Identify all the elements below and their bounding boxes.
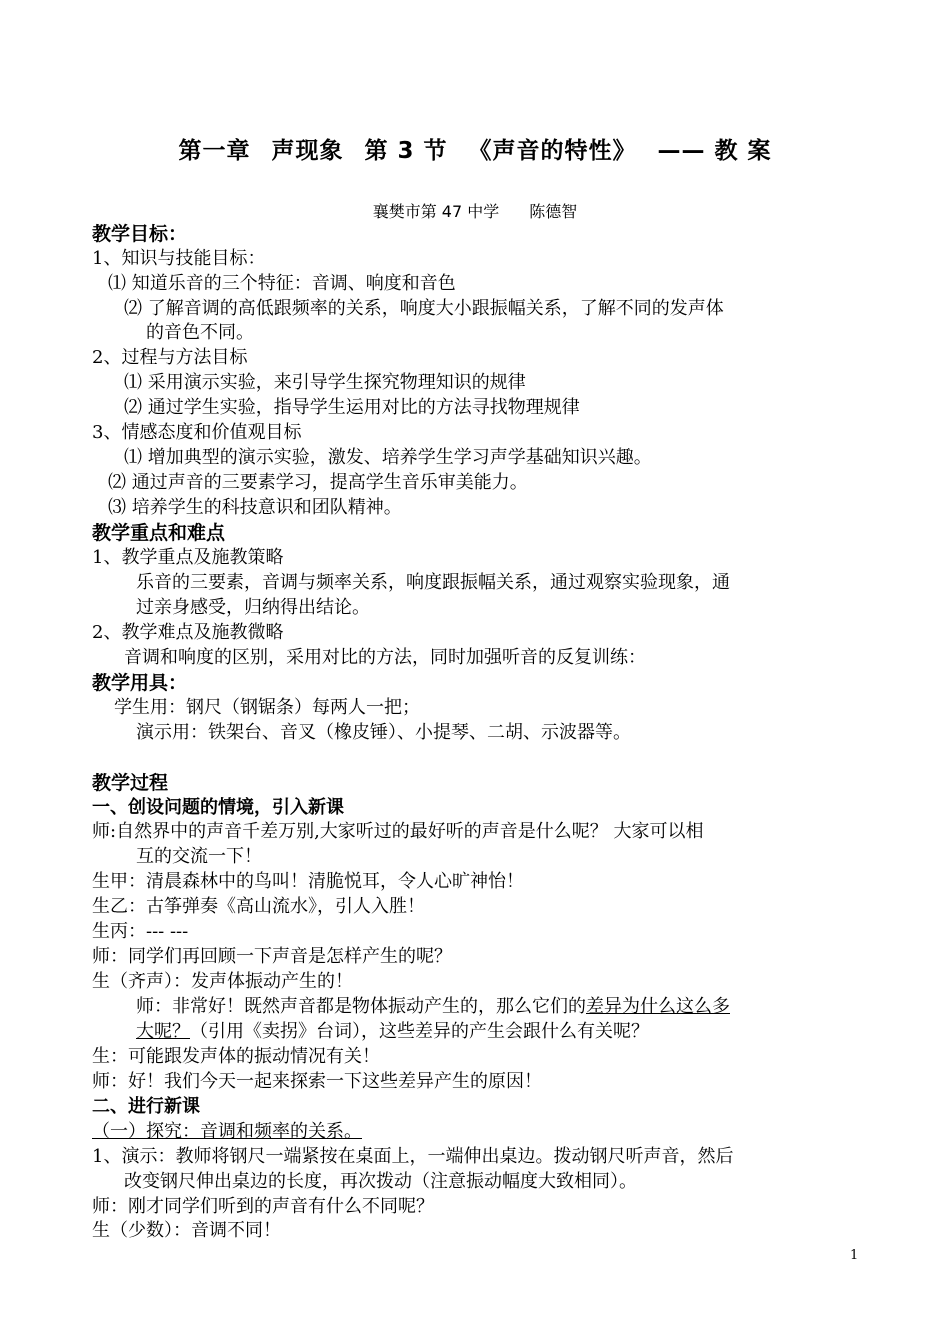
- document-title: [0, 132, 950, 165]
- demo-line-1: 1、演示：教师将钢尺一端紧按在桌面上，一端伸出桌边。拨动钢尺听声音，然后: [92, 1146, 734, 1167]
- author-school: 襄樊市第 47 中学: [372, 202, 500, 221]
- title-chapter: 第一章: [178, 138, 251, 164]
- goal-1b: ⑵ 了解音调的高低跟频率的关系，响度大小跟振幅关系，了解不同的发声体: [124, 298, 724, 319]
- key-2a: 音调和响度的区别，采用对比的方法，同时加强听音的反复训练：: [124, 647, 646, 668]
- teacher-line-3-underlined-cont: 大呢？: [136, 1021, 190, 1042]
- heading-goals: 教学目标：: [92, 223, 188, 245]
- student-b-line: 生乙：古筝弹奏《高山流水》，引人入胜！: [92, 896, 425, 917]
- teacher-line-2: 师：同学们再回顾一下声音是怎样产生的呢？: [92, 946, 452, 967]
- teacher-line-1: 师:自然界中的声音千差万别,大家听过的最好听的声音是什么呢？ 大家可以相: [92, 821, 704, 842]
- title-lesson: 《声音的特性》: [468, 138, 637, 164]
- title-topic: 声现象: [271, 138, 344, 164]
- process-part-1: 一、创设问题的情境，引入新课: [92, 797, 344, 818]
- student-line-5: 生：可能跟发声体的振动情况有关！: [92, 1046, 380, 1067]
- key-1: 1、教学重点及施教策略: [92, 547, 284, 568]
- heading-tools: 教学用具：: [92, 672, 188, 694]
- author-name: 陈德智: [529, 202, 578, 221]
- title-suffix: —— 教 案: [657, 138, 772, 164]
- inquiry-heading: （一）探究：音调和频率的关系。: [92, 1121, 362, 1142]
- goal-1b-cont: 的音色不同。: [146, 322, 254, 343]
- key-1a: 乐音的三要素，音调与频率关系，响度跟振幅关系，通过观察实验现象，通: [136, 572, 730, 593]
- student-a-line: 生甲：清晨森林中的鸟叫！清脆悦耳，令人心旷神怡！: [92, 871, 524, 892]
- page-number: 1: [850, 1248, 859, 1263]
- teacher-line-3-text: 师：非常好！既然声音都是物体振动产生的，那么它们的: [136, 996, 586, 1017]
- teacher-line-3-tail: （引用《卖拐》台词），这些差异的产生会跟什么有关呢？: [190, 1021, 649, 1042]
- demo-line-1-cont: 改变钢尺伸出桌边的长度，再次拨动（注意振动幅度大致相同）。: [124, 1171, 637, 1192]
- students-chorus-line: 生（齐声）：发声体振动产生的！: [92, 971, 353, 992]
- key-1b: 过亲身感受，归纳得出结论。: [136, 597, 370, 618]
- goal-3b: ⑵ 通过声音的三要素学习，提高学生音乐审美能力。: [108, 472, 528, 493]
- process-part-2: 二、进行新课: [92, 1096, 200, 1117]
- goal-3a: ⑴ 增加典型的演示实验，激发、培养学生学习声学基础知识兴趣。: [124, 447, 652, 468]
- goal-3: 3、情感态度和价值观目标: [92, 422, 302, 443]
- goal-1: 1、知识与技能目标：: [92, 248, 266, 269]
- goal-3c: ⑶ 培养学生的科技意识和团队精神。: [108, 497, 402, 518]
- tools-demo: 演示用：铁架台、音叉（橡皮锤）、小提琴、二胡、示波器等。: [136, 722, 631, 743]
- student-c-line: 生丙：--- ---: [92, 921, 189, 942]
- heading-key-points: 教学重点和难点: [92, 522, 226, 544]
- teacher-line-3-cont: [136, 1020, 649, 1044]
- teacher-line-3-underlined: 差异为什么这么多: [586, 996, 730, 1017]
- goal-2a: ⑴ 采用演示实验，来引导学生探究物理知识的规律: [124, 372, 526, 393]
- key-2: 2、教学难点及施教微略: [92, 622, 284, 643]
- title-section: 第 3 节: [364, 138, 448, 164]
- goal-1a: ⑴ 知道乐音的三个特征：音调、响度和音色: [108, 273, 456, 294]
- teacher-line-1-cont: 互的交流一下！: [136, 846, 262, 867]
- teacher-line-3: [136, 995, 730, 1019]
- student-line-6: 生（少数）：音调不同！: [92, 1220, 281, 1241]
- goal-2b: ⑵ 通过学生实验，指导学生运用对比的方法寻找物理规律: [124, 397, 580, 418]
- goal-2: 2、过程与方法目标: [92, 347, 248, 368]
- author-line: [0, 199, 950, 222]
- tools-student: 学生用：钢尺（钢锯条）每两人一把；: [114, 697, 420, 718]
- heading-process: 教学过程: [92, 772, 169, 794]
- teacher-line-4: 师：好！我们今天一起来探索一下这些差异产生的原因！: [92, 1071, 542, 1092]
- teacher-line-5: 师：刚才同学们听到的声音有什么不同呢？: [92, 1196, 434, 1217]
